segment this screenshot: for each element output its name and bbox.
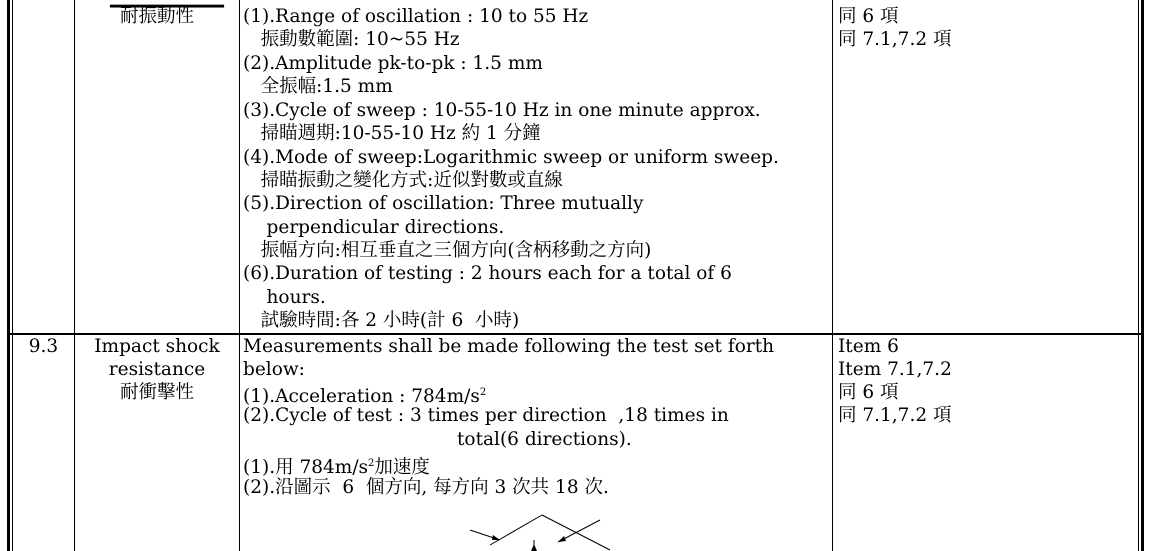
reference-line: 同 6 項: [838, 382, 899, 403]
condition-line: hours.: [243, 287, 326, 308]
item-number: 9.3: [28, 336, 59, 357]
condition-line: (3).Cycle of sweep : 10-55-10 Hz in one minute approx.: [243, 100, 761, 121]
item-name: 耐振動性: [119, 6, 194, 27]
condition-line: perpendicular directions.: [243, 217, 505, 238]
direction-diagram: [460, 510, 620, 551]
acceleration-text-zh: (1).用 784m/s: [243, 457, 369, 478]
arrow-head: [558, 536, 566, 542]
condition-line: (2).沿圖示 6 個方向, 每方向 3 次共 18 次.: [243, 477, 609, 498]
column-divider: [239, 0, 240, 551]
condition-line: (4).Mode of sweep:Logarithmic sweep or uniform sweep.: [243, 147, 779, 168]
condition-line: 掃瞄振動之變化方式:近似對數或直線: [243, 170, 563, 191]
reference-line: 同 6 項: [838, 6, 899, 27]
table-border-left-inner: [12, 0, 13, 551]
arrow-head: [492, 535, 500, 540]
condition-line: 掃瞄週期:10-55-10 Hz 約 1 分鐘: [243, 123, 541, 144]
item-name: 耐衝擊性: [119, 382, 194, 403]
arrow-head: [531, 544, 537, 551]
reference-line: Item 7.1,7.2: [838, 359, 952, 380]
condition-line: (2).Amplitude pk-to-pk : 1.5 mm: [243, 53, 543, 74]
reference-line: Item 6: [838, 336, 899, 357]
table-border-right-inner: [1138, 0, 1139, 551]
reference-line: 同 7.1,7.2 項: [838, 405, 952, 426]
acceleration-suffix-zh: 加速度: [374, 457, 430, 478]
superscript: 2: [368, 458, 375, 469]
condition-line: (6).Duration of testing : 2 hours each for a total of 6: [243, 263, 732, 284]
condition-line: 振幅方向:相互垂直之三個方向(含柄移動之方向): [243, 240, 652, 261]
acceleration-text: (1).Acceleration : 784m/s: [243, 386, 480, 407]
superscript: 2: [479, 387, 487, 398]
column-divider: [74, 0, 75, 551]
condition-line: below:: [243, 359, 305, 380]
table-border-right: [1141, 0, 1144, 551]
item-name: Impact shock: [94, 336, 220, 357]
condition-line: 試驗時間:各 2 小時(計 6 小時): [243, 310, 520, 331]
table-border-left: [7, 0, 10, 551]
condition-line: 全振幅:1.5 mm: [243, 76, 393, 97]
condition-line: (5).Direction of oscillation: Three mutually: [243, 193, 644, 214]
reference-line: 同 7.1,7.2 項: [838, 29, 952, 50]
condition-line: 振動數範圍: 10~55 Hz: [243, 29, 460, 50]
item-name: resistance: [108, 359, 206, 380]
condition-line: (2).Cycle of test : 3 times per direction ,18 times in: [243, 405, 729, 426]
condition-line: (1).Range of oscillation : 10 to 55 Hz: [243, 6, 589, 27]
condition-line: total(6 directions).: [457, 429, 632, 450]
condition-line: Measurements shall be made following the test set forth: [243, 336, 775, 357]
column-divider: [832, 0, 833, 551]
